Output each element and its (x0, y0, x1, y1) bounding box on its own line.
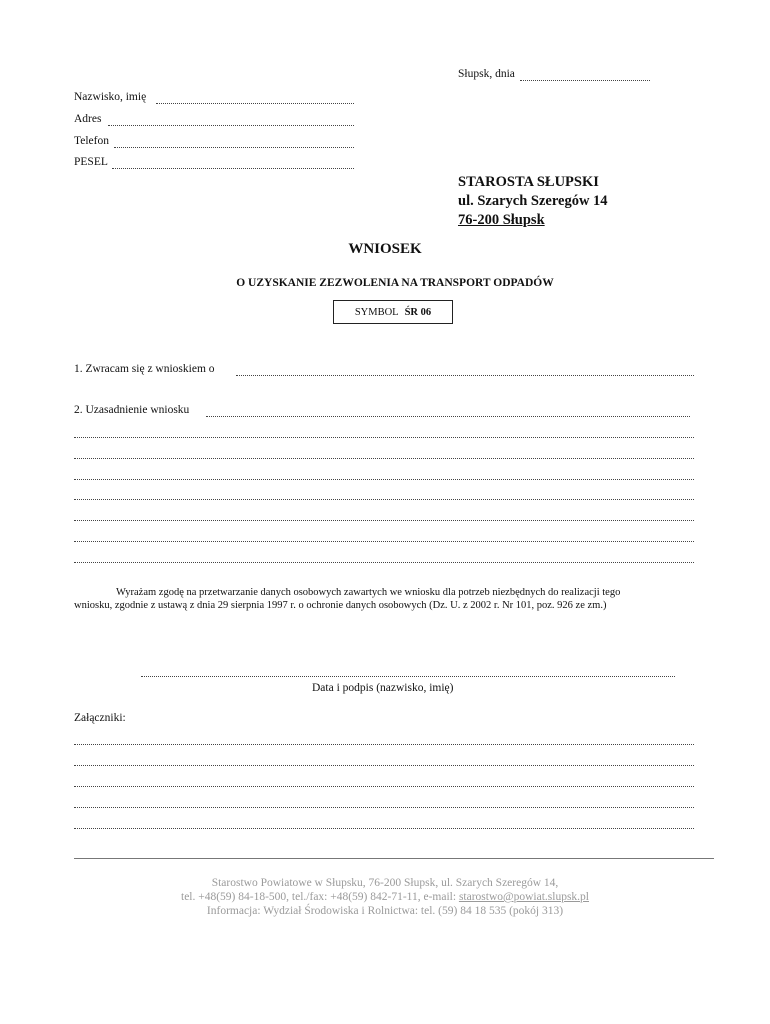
justification-line[interactable] (74, 479, 694, 480)
attachment-line[interactable] (74, 765, 694, 766)
phone-field[interactable] (114, 147, 354, 148)
date-field[interactable] (520, 80, 650, 81)
phone-label: Telefon (74, 135, 109, 147)
justification-line[interactable] (74, 499, 694, 500)
attachments-label: Załączniki: (74, 712, 126, 724)
attachment-line[interactable] (74, 828, 694, 829)
justification-line[interactable] (74, 520, 694, 521)
signature-caption: Data i podpis (nazwisko, imię) (312, 682, 454, 694)
footer-info: Informacja: Wydział Środowiska i Rolnictwa: tel. (59) 84 18 535 (pokój 313) (206, 905, 564, 917)
form-subtitle: O UZYSKANIE ZEZWOLENIA NA TRANSPORT ODPADÓW (236, 277, 554, 289)
signature-field[interactable] (141, 676, 675, 677)
footer-email-link[interactable]: starostwo@powiat.slupsk.pl (458, 891, 589, 903)
pesel-label: PESEL (74, 156, 108, 168)
address-field[interactable] (108, 125, 354, 126)
pesel-field[interactable] (112, 168, 354, 169)
symbol-box (333, 300, 453, 324)
address-label: Adres (74, 113, 102, 125)
name-label: Nazwisko, imię (74, 91, 147, 103)
attachment-line[interactable] (74, 786, 694, 787)
recipient-line2: ul. Szarych Szeregów 14 (458, 193, 608, 209)
name-field[interactable] (156, 103, 354, 104)
justification-line[interactable] (74, 562, 694, 563)
recipient-line1: STAROSTA SŁUPSKI (458, 174, 599, 190)
attachment-line[interactable] (74, 807, 694, 808)
justification-line[interactable] (74, 458, 694, 459)
footer-contact (0, 891, 770, 903)
justification-label: 2. Uzasadnienie wniosku (74, 404, 190, 416)
form-title: WNIOSEK (348, 241, 422, 257)
justification-line[interactable] (74, 437, 694, 438)
symbol-label: SYMBOL (354, 306, 399, 318)
recipient-line3: 76-200 Słupsk (458, 212, 545, 228)
attachment-line[interactable] (74, 744, 694, 745)
symbol-value: ŚR 06 (404, 306, 432, 318)
footer-divider (74, 858, 714, 859)
consent-text-line2: wniosku, zgodnie z ustawą z dnia 29 sierpnia 1997 r. o ochronie danych osobowych (Dz. U. z 2002 r. Nr 101, poz. 926 ze zm.) (74, 600, 607, 611)
footer-address: Starostwo Powiatowe w Słupsku, 76-200 Słupsk, ul. Szarych Szeregów 14, (211, 877, 559, 889)
justification-line[interactable] (74, 541, 694, 542)
footer-phone: tel. +48(59) 84-18-500, tel./fax: +48(59) 842-71-11, e-mail: (181, 891, 459, 903)
request-label: 1. Zwracam się z wnioskiem o (74, 363, 215, 375)
justification-field-line[interactable] (206, 416, 690, 417)
place-date-label: Słupsk, dnia (458, 68, 515, 80)
request-field[interactable] (236, 375, 694, 376)
consent-text-line1: Wyrażam zgodę na przetwarzanie danych osobowych zawartych we wniosku dla potrzeb niezbędnych do realizacji tego (116, 587, 621, 598)
